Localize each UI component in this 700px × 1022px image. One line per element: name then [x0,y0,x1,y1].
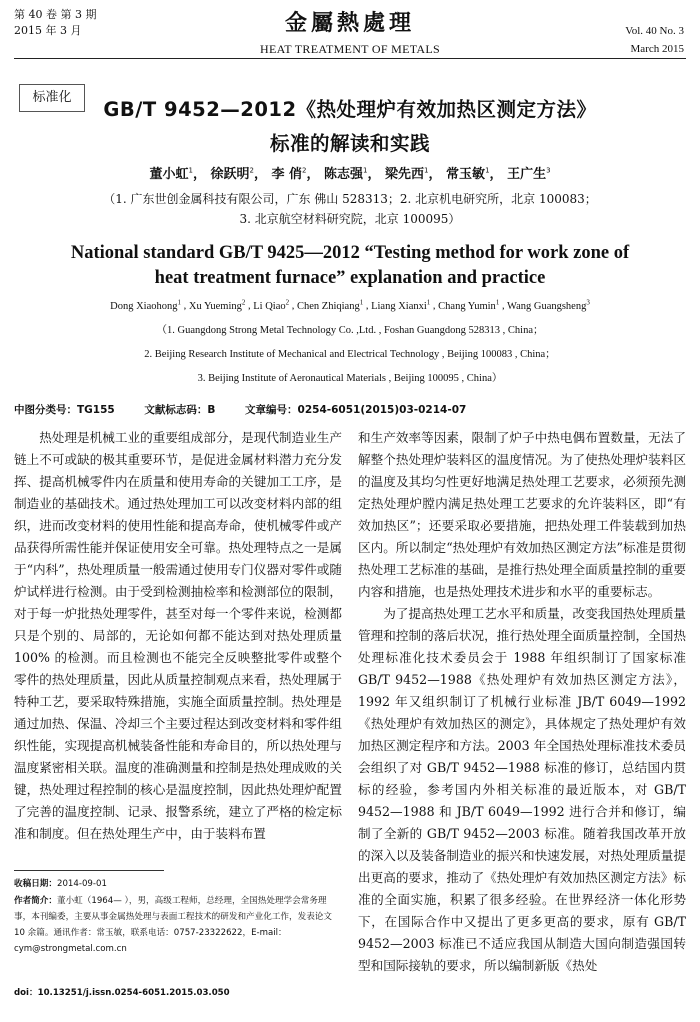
volume-issue: 第 40 卷 第 3 期 [14,8,97,21]
author-cn: 陈志强$^1$ [324,166,368,182]
title-cn-line2: 标准的解读和实践 [269,132,430,155]
volume-en: Vol. 40 No. 3 [625,25,684,37]
author-cn: 王广生$^3$ [507,166,551,182]
footnote-doi: doi：10.13251/j.issn.0254-6051.2015.03.050 [14,988,230,998]
journal-title-cn: 金屬熱處理 [284,10,415,36]
author-en: Chen Zhiqiang$^1$ [297,298,364,312]
authors-cn: 董小虹$^1$， 徐跃明$^2$， 李 俏$^2$， 陈志强$^1$， 梁先西$^1$， 常玉敏$^1$， 王广生$^3$ [149,166,551,182]
category-tag: 标准化 [19,84,85,112]
date-en: March 2015 [630,43,684,55]
authors-en: Dong Xiaohong$^1$ , Xu Yueming$^2$ , Li Qiao$^2$ , Chen Zhiqiang$^1$ , Liang Xianxi$^1$ , Chang Yumin$^1$ , Wang Guangsheng$^3$ [110,298,590,312]
footnote-author-bio: 作者简介：董小虹（1964— ），男，高级工程师，总经理，全国热处理学会常务理事，本刊编委，主要从事金属热处理与表面工程技术的研发和产业化工作，发表论文 10 余篇。通讯作者：常玉敏，联系电话：0757-23322622，E-mail：cym@strongmetal.com.cn [14,896,332,954]
affiliation-cn-line1: （1. 广东世创金属科技有限公司，广东 佛山 528313；2. 北京机电研究所，北京 100083； [103,192,597,206]
author-cn: 李 俏$^2$ [271,166,307,182]
affiliation-cn-line2: 3. 北京航空材料研究院，北京 100095） [239,212,461,226]
body-column-right [358,427,686,977]
affiliation-en-line1: （1. Guangdong Strong Metal Technology Co. ,Ltd. , Foshan Guangdong 528313 , China； [156,325,544,336]
year-month: 2015 年 3 月 [14,24,82,37]
footnote-rule [14,870,164,871]
author-cn: 常玉敏$^1$ [446,166,490,182]
body-paragraph: 和生产效率等因素，限制了炉子中热电偶布置数量，无法了解整个热处理炉装料区的温度情况。为了使热处理炉装料区的温度及其均匀性更好地满足热处理工艺要求，必须预先测定热处理炉膛内满足热处理工艺要求的允许装料区，即“有效加热区”；还要采取必要措施，把热处理工件装载到加热区内。所以制定“热处理炉有效加热区测定方法”标准是贯彻热处理工艺标准的基础，是推行热处理全面质量控制的重要内容和措施，也是热处理技术进步和水平的重要标志。 [358,430,686,599]
author-cn: 徐跃明$^2$ [210,166,254,182]
affiliation-en-line2: 2. Beijing Research Institute of Mechanical and Electrical Technology , Beijing 100083 , China； [144,349,556,360]
header-rule [14,58,686,59]
author-en: Liang Xianxi$^1$ [371,298,431,312]
author-en: Xu Yueming$^2$ [188,298,246,312]
body-paragraph: 为了提高热处理工艺水平和质量，改变我国热处理质量管理和控制的落后状况，推行热处理全面质量控制，全国热处理标准化技术委员会于 1988 年组织制订了国家标准 GB/T 9452—1988《热处理炉有效加热区测定方法》，1992 年又组织制订了机械行业标准 JB/T 6049—1992《热处理炉有效加热区的测定》，具体规定了热处理炉有效加热区测定程序和方法。2003 年全国热处理标准技术委员会组织了对 GB/T 9452—1988 标准的修订，总结国内贯标的经验，参考国内外相关标准的最近版本，对 GB/T 9452—1988 和 JB/T 6049—1992 进行合并和修订，编制了全新的 GB/T 9452—2003 标准。随着我国改革开放的深入以及装备制造业的振兴和快速发展，对热处理质量提出更高的要求，推动了《热处理炉有效加热区测定方法》标准的全面实施，积累了很多经验。在世界经济一体化形势下，在国际合作中又提出了更多更高的要求，原有 GB/T 9452—2003 标准已不适应我国从制造大国向制造强国转型和国际接轨的要求，所以编制新版《热处 [358,606,686,973]
author-en: Wang Guangsheng$^3$ [507,298,590,312]
author-en: Chang Yumin$^1$ [438,298,500,312]
body-column-left [14,427,342,845]
author-cn: 董小虹$^1$ [149,166,193,182]
body-paragraph: 热处理是机械工业的重要组成部分，是现代制造业生产链上不可或缺的极其重要环节，是促进金属材料潜力充分发挥、提高机械零件内在质量和使用寿命的关键加工工序，是制造业的基础技术。通过热处理加工可以改变材料内部的组织，进而改变材料的使用性能和提高寿命，使机械零件或产品获得所需性能并保证使用安全可靠。热处理特点之一是属于“内科”，热处理质量一般需通过使用专门仪器对零件或随炉试样进行检测。由于受到检测抽检率和检测部位的限制，对于每一炉批热处理零件，甚至对每一个零件来说，检测都只是个别的、局部的，无论如何都不能达到对热处理质量 100% 的检测。而且检测也不能完全反映整批零件或整个零件的热处理质量，因此从质量控制观点来看，热处理属于特种工艺，要采取特殊措施，实施全面质量控制。热处理是通过加热、保温、冷却三个主要过程达到改变材料和零件组织性能，实现提高机械装备性能和寿命目的，所以热处理与温度紧密相关联。温度的准确测量和控制是热处理成败的关键，热处理过程控制的核心是温度控制，因此热处理炉配置了完善的温度控制、记录、报警系统，建立了严格的检定标准和制度。但在热处理生产中，由于装料布置 [14,430,342,841]
author-cn: 梁先西$^1$ [385,166,429,182]
classification-line [14,402,492,417]
clc-number: 中图分类号：TG155 [14,404,115,416]
journal-title-en: HEAT TREATMENT OF METALS [260,42,440,56]
title-cn-line1: GB/T 9452—2012《热处理炉有效加热区测定方法》 [103,98,597,121]
author-en: Dong Xiaohong$^1$ [110,298,182,312]
document-code: 文献标志码：B [144,404,216,416]
affiliation-en-line3: 3. Beijing Institute of Aeronautical Materials , Beijing 100095 , China） [197,373,503,384]
article-number: 文章编号：0254-6051(2015)03-0214-07 [245,404,467,416]
title-en-line2: heat treatment furnace” explanation and practice [154,268,546,288]
footnote-received: 收稿日期：2014-09-01 [14,879,107,889]
title-en-line1: National standard GB/T 9425—2012 “Testing method for work zone of [70,243,630,263]
author-en: Li Qiao$^2$ [253,298,290,312]
